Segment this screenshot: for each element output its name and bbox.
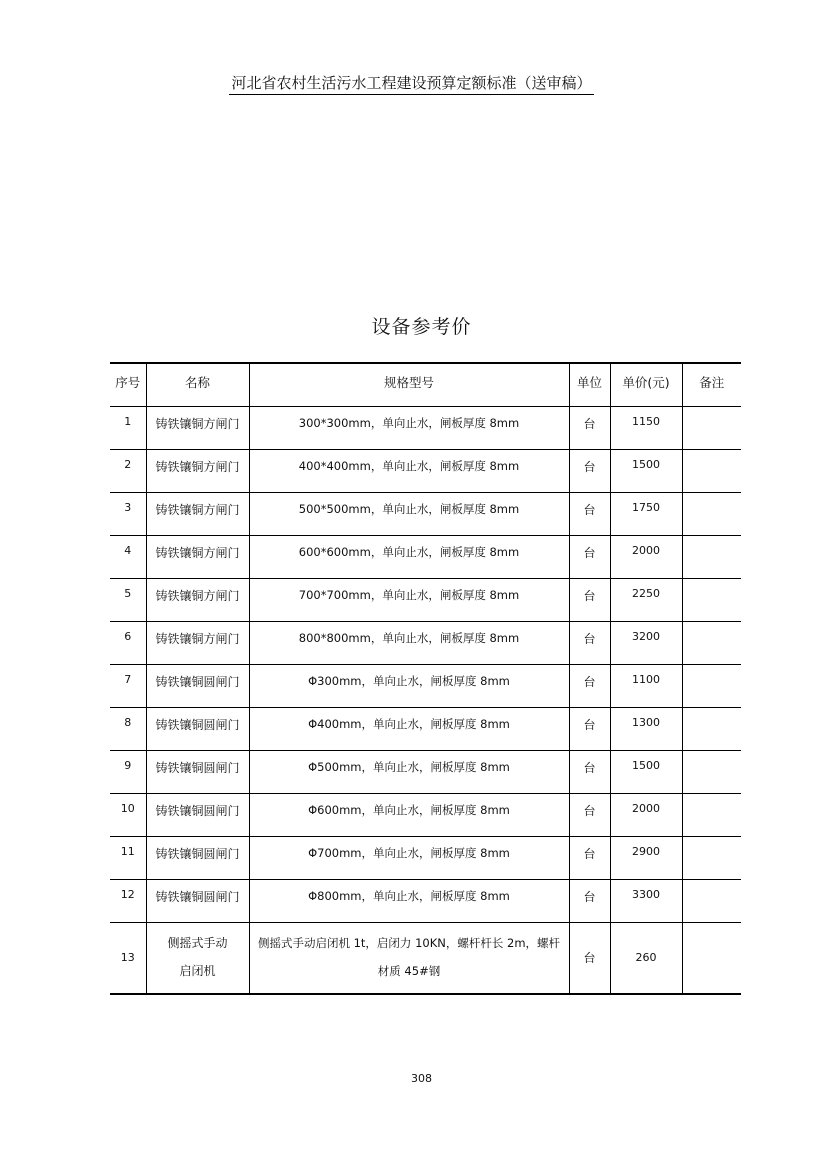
cell-price: 1500 [610, 449, 682, 492]
cell-note [682, 492, 741, 535]
cell-note [682, 836, 741, 879]
table-header-row [110, 363, 741, 406]
column-header-name: 名称 [146, 363, 249, 406]
cell-unit: 台 [569, 578, 610, 621]
cell-name: 铸铁镶铜方闸门 [146, 449, 249, 492]
document-header-title: 河北省农村生活污水工程建设预算定额标准（送审稿） [229, 74, 593, 95]
cell-name: 铸铁镶铜圆闸门 [146, 750, 249, 793]
cell-price: 2900 [610, 836, 682, 879]
table-row [110, 793, 741, 836]
cell-name: 铸铁镶铜圆闸门 [146, 707, 249, 750]
cell-no: 8 [110, 707, 146, 750]
cell-no: 6 [110, 621, 146, 664]
cell-no: 9 [110, 750, 146, 793]
cell-note [682, 879, 741, 922]
cell-price: 1300 [610, 707, 682, 750]
cell-note [682, 664, 741, 707]
cell-unit: 台 [569, 793, 610, 836]
cell-price: 3300 [610, 879, 682, 922]
cell-no: 2 [110, 449, 146, 492]
cell-unit: 台 [569, 492, 610, 535]
cell-name: 铸铁镶铜方闸门 [146, 578, 249, 621]
cell-spec-line: 侧摇式手动启闭机 1t，启闭力 10KN，螺杆杆长 2m，螺杆 [257, 935, 561, 950]
page-number: 308 [411, 1072, 432, 1085]
cell-price: 2000 [610, 793, 682, 836]
table-row [110, 879, 741, 922]
cell-note [682, 535, 741, 578]
table-row [110, 664, 741, 707]
cell-name: 铸铁镶铜圆闸门 [146, 836, 249, 879]
table-row [110, 621, 741, 664]
cell-note [682, 406, 741, 449]
cell-unit: 台 [569, 922, 610, 994]
cell-unit: 台 [569, 664, 610, 707]
cell-spec: Φ500mm，单向止水，闸板厚度 8mm [249, 750, 569, 793]
cell-no: 1 [110, 406, 146, 449]
table-row [110, 406, 741, 449]
cell-spec: Φ400mm，单向止水，闸板厚度 8mm [249, 707, 569, 750]
cell-spec-line: 材质 45#钢 [377, 963, 441, 978]
cell-spec [249, 922, 569, 994]
cell-name: 铸铁镶铜圆闸门 [146, 664, 249, 707]
cell-spec: 300*300mm，单向止水，闸板厚度 8mm [249, 406, 569, 449]
table-row [110, 922, 741, 994]
cell-no: 11 [110, 836, 146, 879]
table-row [110, 578, 741, 621]
cell-unit: 台 [569, 535, 610, 578]
cell-price: 1100 [610, 664, 682, 707]
cell-name: 铸铁镶铜圆闸门 [146, 879, 249, 922]
cell-price: 1500 [610, 750, 682, 793]
cell-price: 260 [610, 922, 682, 994]
cell-price: 1150 [610, 406, 682, 449]
cell-price: 3200 [610, 621, 682, 664]
cell-price: 1750 [610, 492, 682, 535]
cell-spec: 700*700mm，单向止水，闸板厚度 8mm [249, 578, 569, 621]
column-header-spec: 规格型号 [249, 363, 569, 406]
cell-no: 10 [110, 793, 146, 836]
cell-price: 2250 [610, 578, 682, 621]
cell-spec: Φ300mm，单向止水，闸板厚度 8mm [249, 664, 569, 707]
cell-spec: 400*400mm，单向止水，闸板厚度 8mm [249, 449, 569, 492]
cell-no: 13 [110, 922, 146, 994]
cell-name [146, 922, 249, 994]
cell-no: 7 [110, 664, 146, 707]
cell-unit: 台 [569, 406, 610, 449]
cell-unit: 台 [569, 449, 610, 492]
table-row [110, 449, 741, 492]
cell-note [682, 621, 741, 664]
cell-name: 铸铁镶铜方闸门 [146, 492, 249, 535]
cell-price: 2000 [610, 535, 682, 578]
cell-no: 3 [110, 492, 146, 535]
cell-spec: 800*800mm，单向止水，闸板厚度 8mm [249, 621, 569, 664]
table-row [110, 707, 741, 750]
cell-unit: 台 [569, 879, 610, 922]
table-row [110, 750, 741, 793]
cell-unit: 台 [569, 836, 610, 879]
cell-unit: 台 [569, 750, 610, 793]
cell-spec: Φ700mm，单向止水，闸板厚度 8mm [249, 836, 569, 879]
cell-spec: 600*600mm，单向止水，闸板厚度 8mm [249, 535, 569, 578]
cell-note [682, 750, 741, 793]
cell-unit: 台 [569, 707, 610, 750]
table-row [110, 492, 741, 535]
cell-name: 铸铁镶铜方闸门 [146, 621, 249, 664]
cell-name-line: 启闭机 [179, 963, 216, 978]
column-header-price: 单价(元) [610, 363, 682, 406]
cell-unit: 台 [569, 621, 610, 664]
document-header [0, 72, 823, 93]
table-row [110, 535, 741, 578]
table-title: 设备参考价 [371, 316, 472, 338]
column-header-unit: 单位 [569, 363, 610, 406]
cell-name: 铸铁镶铜圆闸门 [146, 793, 249, 836]
cell-no: 4 [110, 535, 146, 578]
cell-spec: Φ800mm，单向止水，闸板厚度 8mm [249, 879, 569, 922]
cell-note [682, 449, 741, 492]
cell-name: 铸铁镶铜方闸门 [146, 535, 249, 578]
cell-note [682, 793, 741, 836]
cell-note [682, 922, 741, 994]
cell-spec: Φ600mm，单向止水，闸板厚度 8mm [249, 793, 569, 836]
table-row [110, 836, 741, 879]
cell-no: 5 [110, 578, 146, 621]
cell-name: 铸铁镶铜方闸门 [146, 406, 249, 449]
cell-no: 12 [110, 879, 146, 922]
column-header-note: 备注 [682, 363, 741, 406]
equipment-price-table [110, 362, 741, 995]
column-header-no: 序号 [110, 363, 146, 406]
cell-note [682, 578, 741, 621]
cell-spec: 500*500mm，单向止水，闸板厚度 8mm [249, 492, 569, 535]
cell-name-line: 侧摇式手动 [167, 935, 228, 950]
cell-note [682, 707, 741, 750]
